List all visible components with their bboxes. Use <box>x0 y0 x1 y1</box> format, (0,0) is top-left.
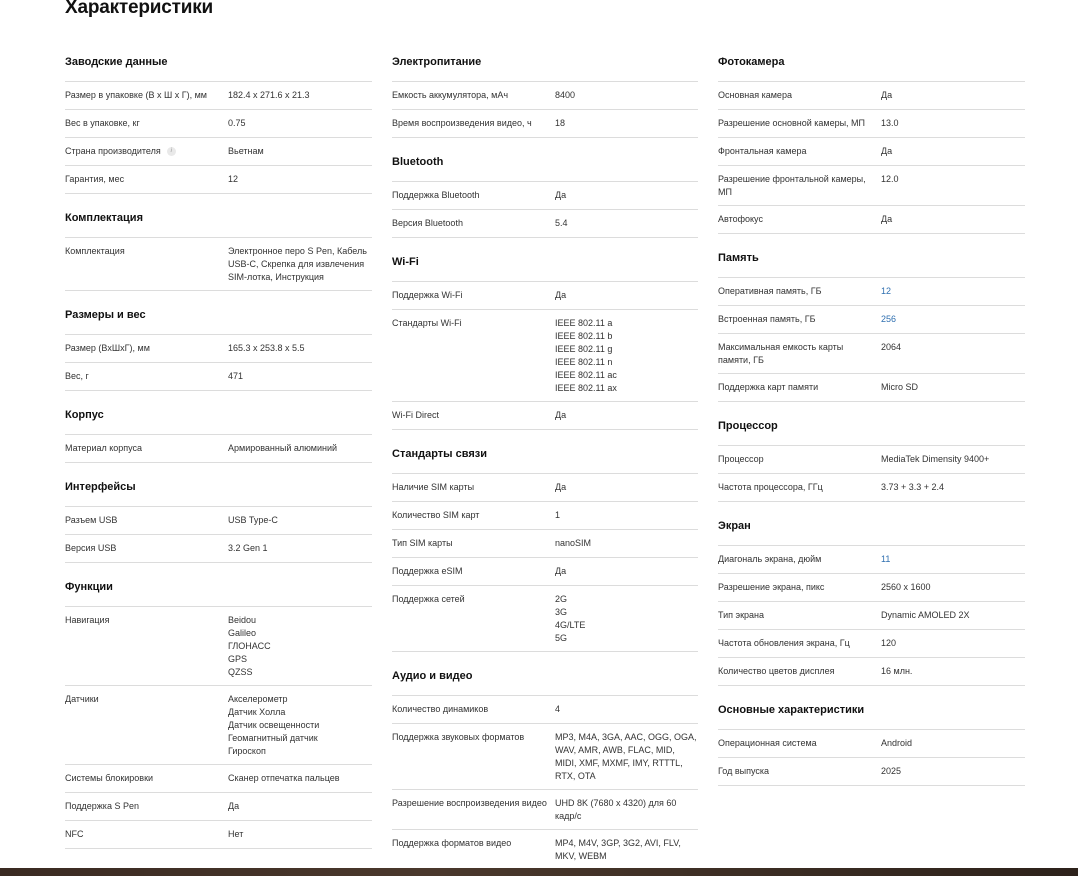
spec-label <box>392 289 555 303</box>
spec-label-text: Встроенная память, ГБ <box>718 314 816 324</box>
spec-label <box>392 217 555 231</box>
spec-label <box>392 797 555 823</box>
section-title: Экран <box>718 516 1025 546</box>
spec-label <box>65 89 228 103</box>
spec-label-text: Вес в упаковке, кг <box>65 118 140 128</box>
spec-label-text: Разъем USB <box>65 515 118 525</box>
section-title: Корпус <box>65 405 372 435</box>
spec-value: Нет <box>228 829 244 839</box>
spec-label <box>718 665 881 679</box>
spec-value: 8400 <box>555 90 576 100</box>
spec-value: UHD 8K (7680 x 4320) для 60 кадр/с <box>555 798 677 821</box>
spec-value-link[interactable]: 12 <box>881 286 892 296</box>
spec-row <box>718 166 1025 206</box>
spec-value: 120 <box>881 638 897 648</box>
spec-label <box>65 245 228 284</box>
spec-section <box>718 700 1025 786</box>
spec-value: MediaTek Dimensity 9400+ <box>881 454 990 464</box>
spec-row <box>65 238 372 291</box>
spec-label <box>718 341 881 367</box>
spec-row <box>718 82 1025 110</box>
spec-row <box>392 110 698 138</box>
spec-label <box>392 89 555 103</box>
spec-row <box>65 363 372 391</box>
spec-row <box>718 206 1025 234</box>
section-title: Аудио и видео <box>392 666 698 696</box>
spec-section <box>392 666 698 870</box>
spec-label <box>718 765 881 779</box>
spec-row <box>392 558 698 586</box>
spec-row <box>718 138 1025 166</box>
spec-value: Да <box>555 290 567 300</box>
spec-label-text: Разрешение воспроизведения видео <box>392 798 547 808</box>
spec-row <box>392 402 698 430</box>
spec-value: 2025 <box>881 766 902 776</box>
spec-label <box>718 609 881 623</box>
spec-label-text: Размер в упаковке (В x Ш x Г), мм <box>65 90 207 100</box>
spec-row <box>65 435 372 463</box>
spec-label-text: Поддержка форматов видео <box>392 838 512 848</box>
spec-label-text: Гарантия, мес <box>65 174 125 184</box>
spec-value: 4 <box>555 704 561 714</box>
section-title: Память <box>718 248 1025 278</box>
spec-value: Да <box>555 410 567 420</box>
info-icon[interactable]: i <box>167 147 176 156</box>
spec-value: 16 млн. <box>881 666 913 676</box>
spec-label <box>392 409 555 423</box>
spec-label-text: Поддержка Wi-Fi <box>392 290 463 300</box>
spec-row <box>392 790 698 830</box>
spec-label-text: Материал корпуса <box>65 443 143 453</box>
spec-section <box>718 248 1025 402</box>
section-title: Wi-Fi <box>392 252 698 282</box>
spec-label <box>718 89 881 103</box>
spec-label <box>392 481 555 495</box>
spec-value: USB Type-C <box>228 515 278 525</box>
spec-label-text: Разрешение основной камеры, МП <box>718 118 866 128</box>
spec-label-text: Год выпуска <box>718 766 769 776</box>
spec-value: MP4, M4V, 3GP, 3G2, AVI, FLV, MKV, WEBM <box>555 838 681 861</box>
spec-row <box>718 474 1025 502</box>
spec-label-text: Wi-Fi Direct <box>392 410 439 420</box>
spec-label <box>392 593 555 645</box>
spec-label <box>392 837 555 863</box>
spec-value: Да <box>881 90 893 100</box>
spec-row <box>718 602 1025 630</box>
spec-section <box>65 405 372 463</box>
spec-value: 3.2 Gen 1 <box>228 543 268 553</box>
spec-section <box>392 52 698 138</box>
spec-row <box>718 730 1025 758</box>
spec-row <box>718 658 1025 686</box>
section-title: Фотокамера <box>718 52 1025 82</box>
spec-value: 165.3 x 253.8 x 5.5 <box>228 343 305 353</box>
spec-label-text: Стандарты Wi-Fi <box>392 318 462 328</box>
spec-value: 13.0 <box>881 118 899 128</box>
spec-value: Dynamic AMOLED 2X <box>881 610 970 620</box>
spec-row <box>65 507 372 535</box>
section-title: Процессор <box>718 416 1025 446</box>
spec-label-text: Тип экрана <box>718 610 765 620</box>
spec-label-text: Количество динамиков <box>392 704 489 714</box>
spec-row <box>65 335 372 363</box>
spec-row <box>718 306 1025 334</box>
spec-row <box>718 446 1025 474</box>
spec-value: 5.4 <box>555 218 568 228</box>
spec-label <box>718 381 881 395</box>
spec-row <box>392 830 698 870</box>
spec-row <box>718 758 1025 786</box>
spec-row <box>392 282 698 310</box>
page-title: Характеристики <box>65 0 214 18</box>
spec-value: 2G 3G 4G/LTE 5G <box>555 594 586 643</box>
spec-value: MP3, M4A, 3GA, AAC, OGG, OGA, WAV, AMR, AWB, FLAC, MID, MIDI, XMF, MXMF, IMY, RTTTL, RTX, OTA <box>555 732 697 781</box>
spec-value: 182.4 x 271.6 x 21.3 <box>228 90 310 100</box>
spec-row <box>65 686 372 765</box>
spec-row <box>392 82 698 110</box>
spec-label <box>65 145 228 159</box>
spec-label-text: Размер (ВxШxГ), мм <box>65 343 150 353</box>
spec-row <box>392 530 698 558</box>
spec-label <box>65 828 228 842</box>
spec-row <box>65 793 372 821</box>
spec-label-text: Разрешение экрана, пикс <box>718 582 825 592</box>
spec-label <box>718 637 881 651</box>
spec-label <box>392 731 555 783</box>
spec-label-text: NFC <box>65 829 84 839</box>
spec-label <box>392 189 555 203</box>
section-title: Размеры и вес <box>65 305 372 335</box>
section-title: Комплектация <box>65 208 372 238</box>
spec-label-text: Страна производителя <box>65 146 161 156</box>
spec-label <box>65 800 228 814</box>
spec-label <box>392 565 555 579</box>
spec-label-text: Вес, г <box>65 371 89 381</box>
section-title: Заводские данные <box>65 52 372 82</box>
spec-row <box>718 374 1025 402</box>
spec-label-text: Поддержка eSIM <box>392 566 463 576</box>
spec-value: 0.75 <box>228 118 246 128</box>
spec-label-text: Поддержка сетей <box>392 594 465 604</box>
spec-label <box>718 453 881 467</box>
spec-label-text: Версия USB <box>65 543 117 553</box>
spec-row <box>65 535 372 563</box>
spec-value: Электронное перо S Pen, Кабель USB-C, Скрепка для извлечения SIM-лотка, Инструкция <box>228 246 367 282</box>
spec-value: Сканер отпечатка пальцев <box>228 773 340 783</box>
spec-label-text: Операционная система <box>718 738 817 748</box>
section-title: Электропитание <box>392 52 698 82</box>
spec-value: 2064 <box>881 342 902 352</box>
spec-value: Да <box>555 566 567 576</box>
spec-value: 12 <box>228 174 239 184</box>
spec-value: Вьетнам <box>228 146 264 156</box>
spec-label-text: Версия Bluetooth <box>392 218 463 228</box>
spec-label-text: Частота обновления экрана, Гц <box>718 638 850 648</box>
spec-value: Micro SD <box>881 382 919 392</box>
section-title: Интерфейсы <box>65 477 372 507</box>
spec-row <box>392 502 698 530</box>
specs-column-1 <box>65 52 372 849</box>
spec-section <box>65 305 372 391</box>
spec-label <box>718 481 881 495</box>
spec-row <box>718 574 1025 602</box>
spec-label-text: Системы блокировки <box>65 773 154 783</box>
spec-label <box>65 614 228 679</box>
spec-label <box>392 537 555 551</box>
spec-label <box>65 514 228 528</box>
spec-row <box>65 821 372 849</box>
spec-label-text: Поддержка карт памяти <box>718 382 819 392</box>
spec-section <box>65 577 372 849</box>
spec-value: Армированный алюминий <box>228 443 338 453</box>
spec-section <box>392 152 698 238</box>
spec-section <box>392 444 698 652</box>
section-title: Стандарты связи <box>392 444 698 474</box>
spec-row <box>65 110 372 138</box>
spec-label <box>392 117 555 131</box>
spec-section <box>65 208 372 291</box>
spec-label <box>65 342 228 356</box>
spec-label <box>718 117 881 131</box>
spec-label <box>392 317 555 395</box>
spec-row <box>718 630 1025 658</box>
spec-label-text: Разрешение фронтальной камеры, МП <box>718 174 866 197</box>
spec-value: Да <box>881 146 893 156</box>
spec-label <box>65 772 228 786</box>
spec-label-text: Фронтальная камера <box>718 146 807 156</box>
spec-value: Да <box>555 482 567 492</box>
spec-section <box>65 477 372 563</box>
spec-row <box>65 607 372 686</box>
spec-label-text: Процессор <box>718 454 764 464</box>
spec-section <box>718 52 1025 234</box>
spec-label <box>718 581 881 595</box>
spec-label-text: Комплектация <box>65 246 125 256</box>
spec-row <box>718 546 1025 574</box>
spec-label-text: Наличие SIM карты <box>392 482 475 492</box>
spec-label-text: Время воспроизведения видео, ч <box>392 118 532 128</box>
spec-value: 471 <box>228 371 244 381</box>
specs-column-3 <box>718 52 1025 786</box>
spec-label <box>718 213 881 227</box>
spec-value: 2560 x 1600 <box>881 582 931 592</box>
spec-row <box>392 696 698 724</box>
spec-label-text: Тип SIM карты <box>392 538 453 548</box>
spec-label-text: Основная камера <box>718 90 792 100</box>
spec-label <box>718 553 881 567</box>
spec-label <box>392 703 555 717</box>
spec-label <box>65 117 228 131</box>
spec-value: IEEE 802.11 a IEEE 802.11 b IEEE 802.11 g IEEE 802.11 n IEEE 802.11 ac IEEE 802.11 ax <box>555 318 617 393</box>
spec-label <box>392 509 555 523</box>
spec-label <box>718 173 881 199</box>
spec-value: Beidou Galileo ГЛОНАСС GPS QZSS <box>228 615 271 677</box>
spec-label <box>65 173 228 187</box>
spec-row <box>392 182 698 210</box>
spec-value: Да <box>555 190 567 200</box>
spec-label <box>65 370 228 384</box>
spec-value-link[interactable]: 11 <box>881 554 891 564</box>
spec-row <box>718 278 1025 306</box>
spec-value: 1 <box>555 510 561 520</box>
spec-row <box>65 166 372 194</box>
spec-label-text: Емкость аккумулятора, мАч <box>392 90 509 100</box>
section-title: Функции <box>65 577 372 607</box>
spec-label-text: Диагональ экрана, дюйм <box>718 554 822 564</box>
section-title: Bluetooth <box>392 152 698 182</box>
spec-label-text: Поддержка S Pen <box>65 801 139 811</box>
spec-section <box>718 416 1025 502</box>
bottom-background-strip <box>0 868 1078 876</box>
spec-label <box>718 737 881 751</box>
spec-value-link[interactable]: 256 <box>881 314 897 324</box>
spec-row <box>392 474 698 502</box>
spec-label-text: Количество цветов дисплея <box>718 666 835 676</box>
spec-label-text: Поддержка Bluetooth <box>392 190 480 200</box>
spec-row <box>65 138 372 166</box>
spec-section <box>392 252 698 430</box>
spec-label <box>65 693 228 758</box>
spec-row <box>392 724 698 790</box>
spec-value: 3.73 + 3.3 + 2.4 <box>881 482 945 492</box>
spec-label <box>718 145 881 159</box>
spec-section <box>718 516 1025 686</box>
spec-row <box>65 765 372 793</box>
spec-row <box>65 82 372 110</box>
spec-row <box>392 310 698 402</box>
spec-label-text: Датчики <box>65 694 99 704</box>
spec-value: Да <box>228 801 240 811</box>
spec-value: 12.0 <box>881 174 899 184</box>
spec-label <box>718 313 881 327</box>
spec-label-text: Навигация <box>65 615 110 625</box>
spec-row <box>718 110 1025 138</box>
spec-label-text: Количество SIM карт <box>392 510 480 520</box>
spec-row <box>392 586 698 652</box>
spec-value: Android <box>881 738 913 748</box>
spec-label <box>65 542 228 556</box>
spec-value: nanoSIM <box>555 538 592 548</box>
spec-label <box>718 285 881 299</box>
spec-section <box>65 52 372 194</box>
spec-label-text: Частота процессора, ГГц <box>718 482 823 492</box>
spec-label-text: Поддержка звуковых форматов <box>392 732 525 742</box>
spec-label-text: Оперативная память, ГБ <box>718 286 822 296</box>
spec-value: 18 <box>555 118 566 128</box>
spec-label-text: Автофокус <box>718 214 763 224</box>
spec-row <box>392 210 698 238</box>
spec-value: Акселерометр Датчик Холла Датчик освещенности Геомагнитный датчик Гироскоп <box>228 694 320 756</box>
spec-label-text: Максимальная емкость карты памяти, ГБ <box>718 342 844 365</box>
spec-row <box>718 334 1025 374</box>
spec-label <box>65 442 228 456</box>
specs-column-2 <box>392 52 698 870</box>
spec-value: Да <box>881 214 893 224</box>
section-title: Основные характеристики <box>718 700 1025 730</box>
